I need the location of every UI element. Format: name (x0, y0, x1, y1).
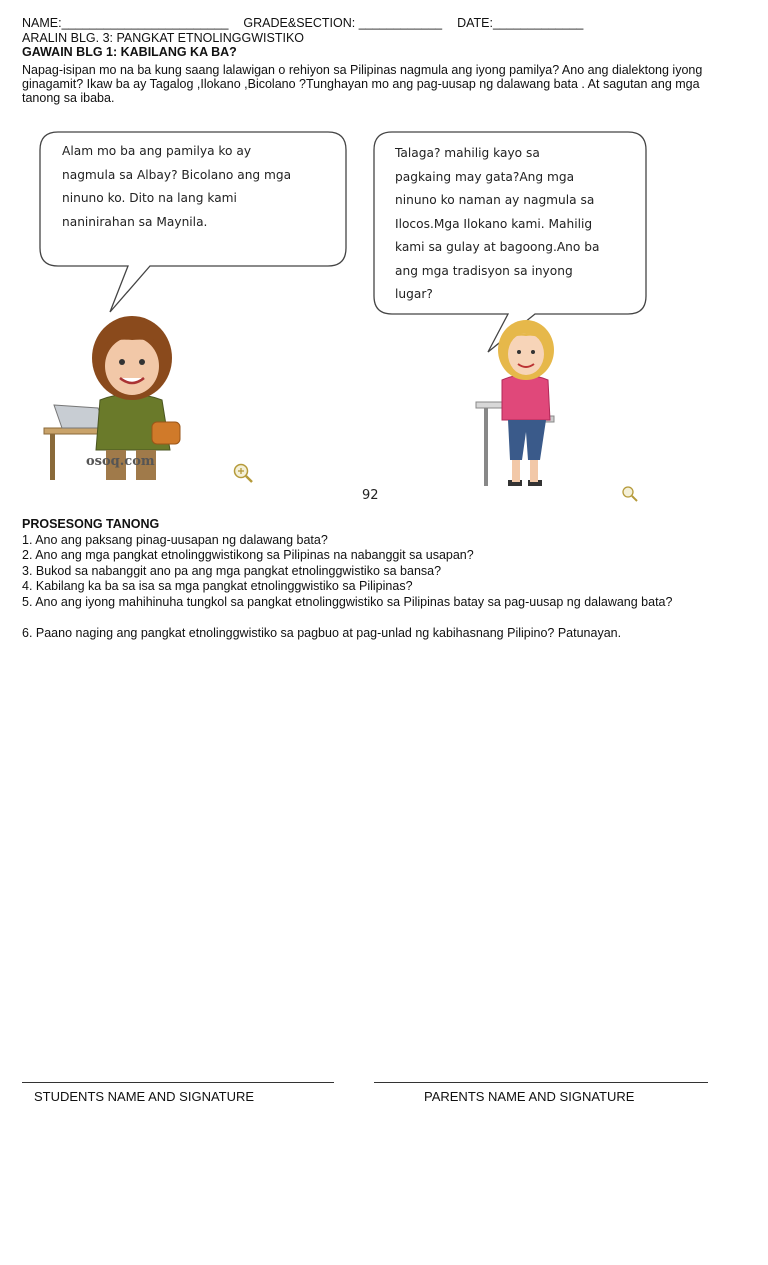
left-bubble-line: naninirahan sa Maynila. (62, 214, 208, 229)
question-item: 3. Bukod sa nabanggit ano pa ang mga pangkat etnolinggwistiko sa bansa? (22, 564, 442, 578)
parent-signature-label: PARENTS NAME AND SIGNATURE (424, 1089, 635, 1104)
question-item: 2. Ano ang mga pangkat etnolinggwistikong sa Pilipinas na nabanggit sa usapan? (22, 548, 474, 562)
question-item: 6. Paano naging ang pangkat etnolinggwistiko sa pagbuo at pag-unlad ng kabihasnang Pilipino? Patunayan. (22, 626, 622, 640)
parent-signature-line[interactable] (374, 1082, 708, 1083)
illustration (0, 120, 768, 510)
left-bubble-text (62, 140, 291, 234)
right-bubble-line: ang mga tradisyon sa inyong (395, 263, 573, 278)
activity-title: GAWAIN BLG 1: KABILANG KA BA? (22, 45, 237, 59)
left-bubble-line: Alam mo ba ang pamilya ko ay (62, 144, 252, 158)
right-bubble-line: Ilocos.Mga Ilokano kami. Mahilig (395, 216, 593, 231)
grade-section-field-label[interactable]: GRADE&SECTION: ____________ (243, 16, 443, 30)
right-bubble-line: Talaga? mahilig kayo sa (395, 146, 540, 160)
boy-figure (40, 300, 240, 500)
right-bubble-line: pagkaing may gata?Ang mga (395, 169, 575, 184)
question-item: 4. Kabilang ka ba sa isa sa mga pangkat etnolinggwistiko sa Pilipinas? (22, 579, 413, 593)
right-bubble-text (395, 142, 599, 307)
right-bubble-line: kami sa gulay at bagoong.Ano ba (395, 240, 600, 254)
right-bubble-line: ninuno ko naman ay nagmula sa (395, 193, 595, 207)
left-bubble-line: ninuno ko. Dito na lang kami (62, 191, 237, 205)
page-number: 92 (362, 488, 379, 503)
questions-title: PROSESONG TANONG (22, 517, 160, 531)
instructions: Napag-isipan mo na ba kung saang lalawigan o rehiyon sa Pilipinas nagmula ang iyong pamilya? Ano ang dialektong iyong ginagamit? Ikaw ba ay Tagalog ,Ilokano ,Bicolano ?Tunghayan mo ang pag-uusap ng dalawang bata . At sagutan ang mga tanong sa ibaba. (22, 63, 703, 105)
student-signature-label: STUDENTS NAME AND SIGNATURE (34, 1089, 255, 1104)
zoom-in-icon[interactable] (233, 463, 253, 483)
zoom-in-icon[interactable] (622, 486, 638, 502)
name-field-label[interactable]: NAME:________________________ (22, 16, 229, 30)
lesson-title: ARALIN BLG. 3: PANGKAT ETNOLINGGWISTIKO (22, 31, 305, 45)
girl-figure (470, 320, 590, 495)
header-fields (22, 16, 583, 30)
student-signature-line[interactable] (22, 1082, 334, 1083)
question-item: 1. Ano ang paksang pinag-uusapan ng dalawang bata? (22, 533, 328, 547)
date-field-label[interactable]: DATE:_____________ (457, 16, 584, 30)
question-item: 5. Ano ang iyong mahihinuha tungkol sa pangkat etnolinggwistiko sa Pilipinas batay sa pag-uusap ng dalawang bata? (22, 595, 673, 609)
right-bubble-line: lugar? (395, 287, 433, 301)
left-bubble-line: nagmula sa Albay? Bicolano ang mga (62, 167, 292, 182)
watermark: osoq.com (86, 454, 155, 469)
